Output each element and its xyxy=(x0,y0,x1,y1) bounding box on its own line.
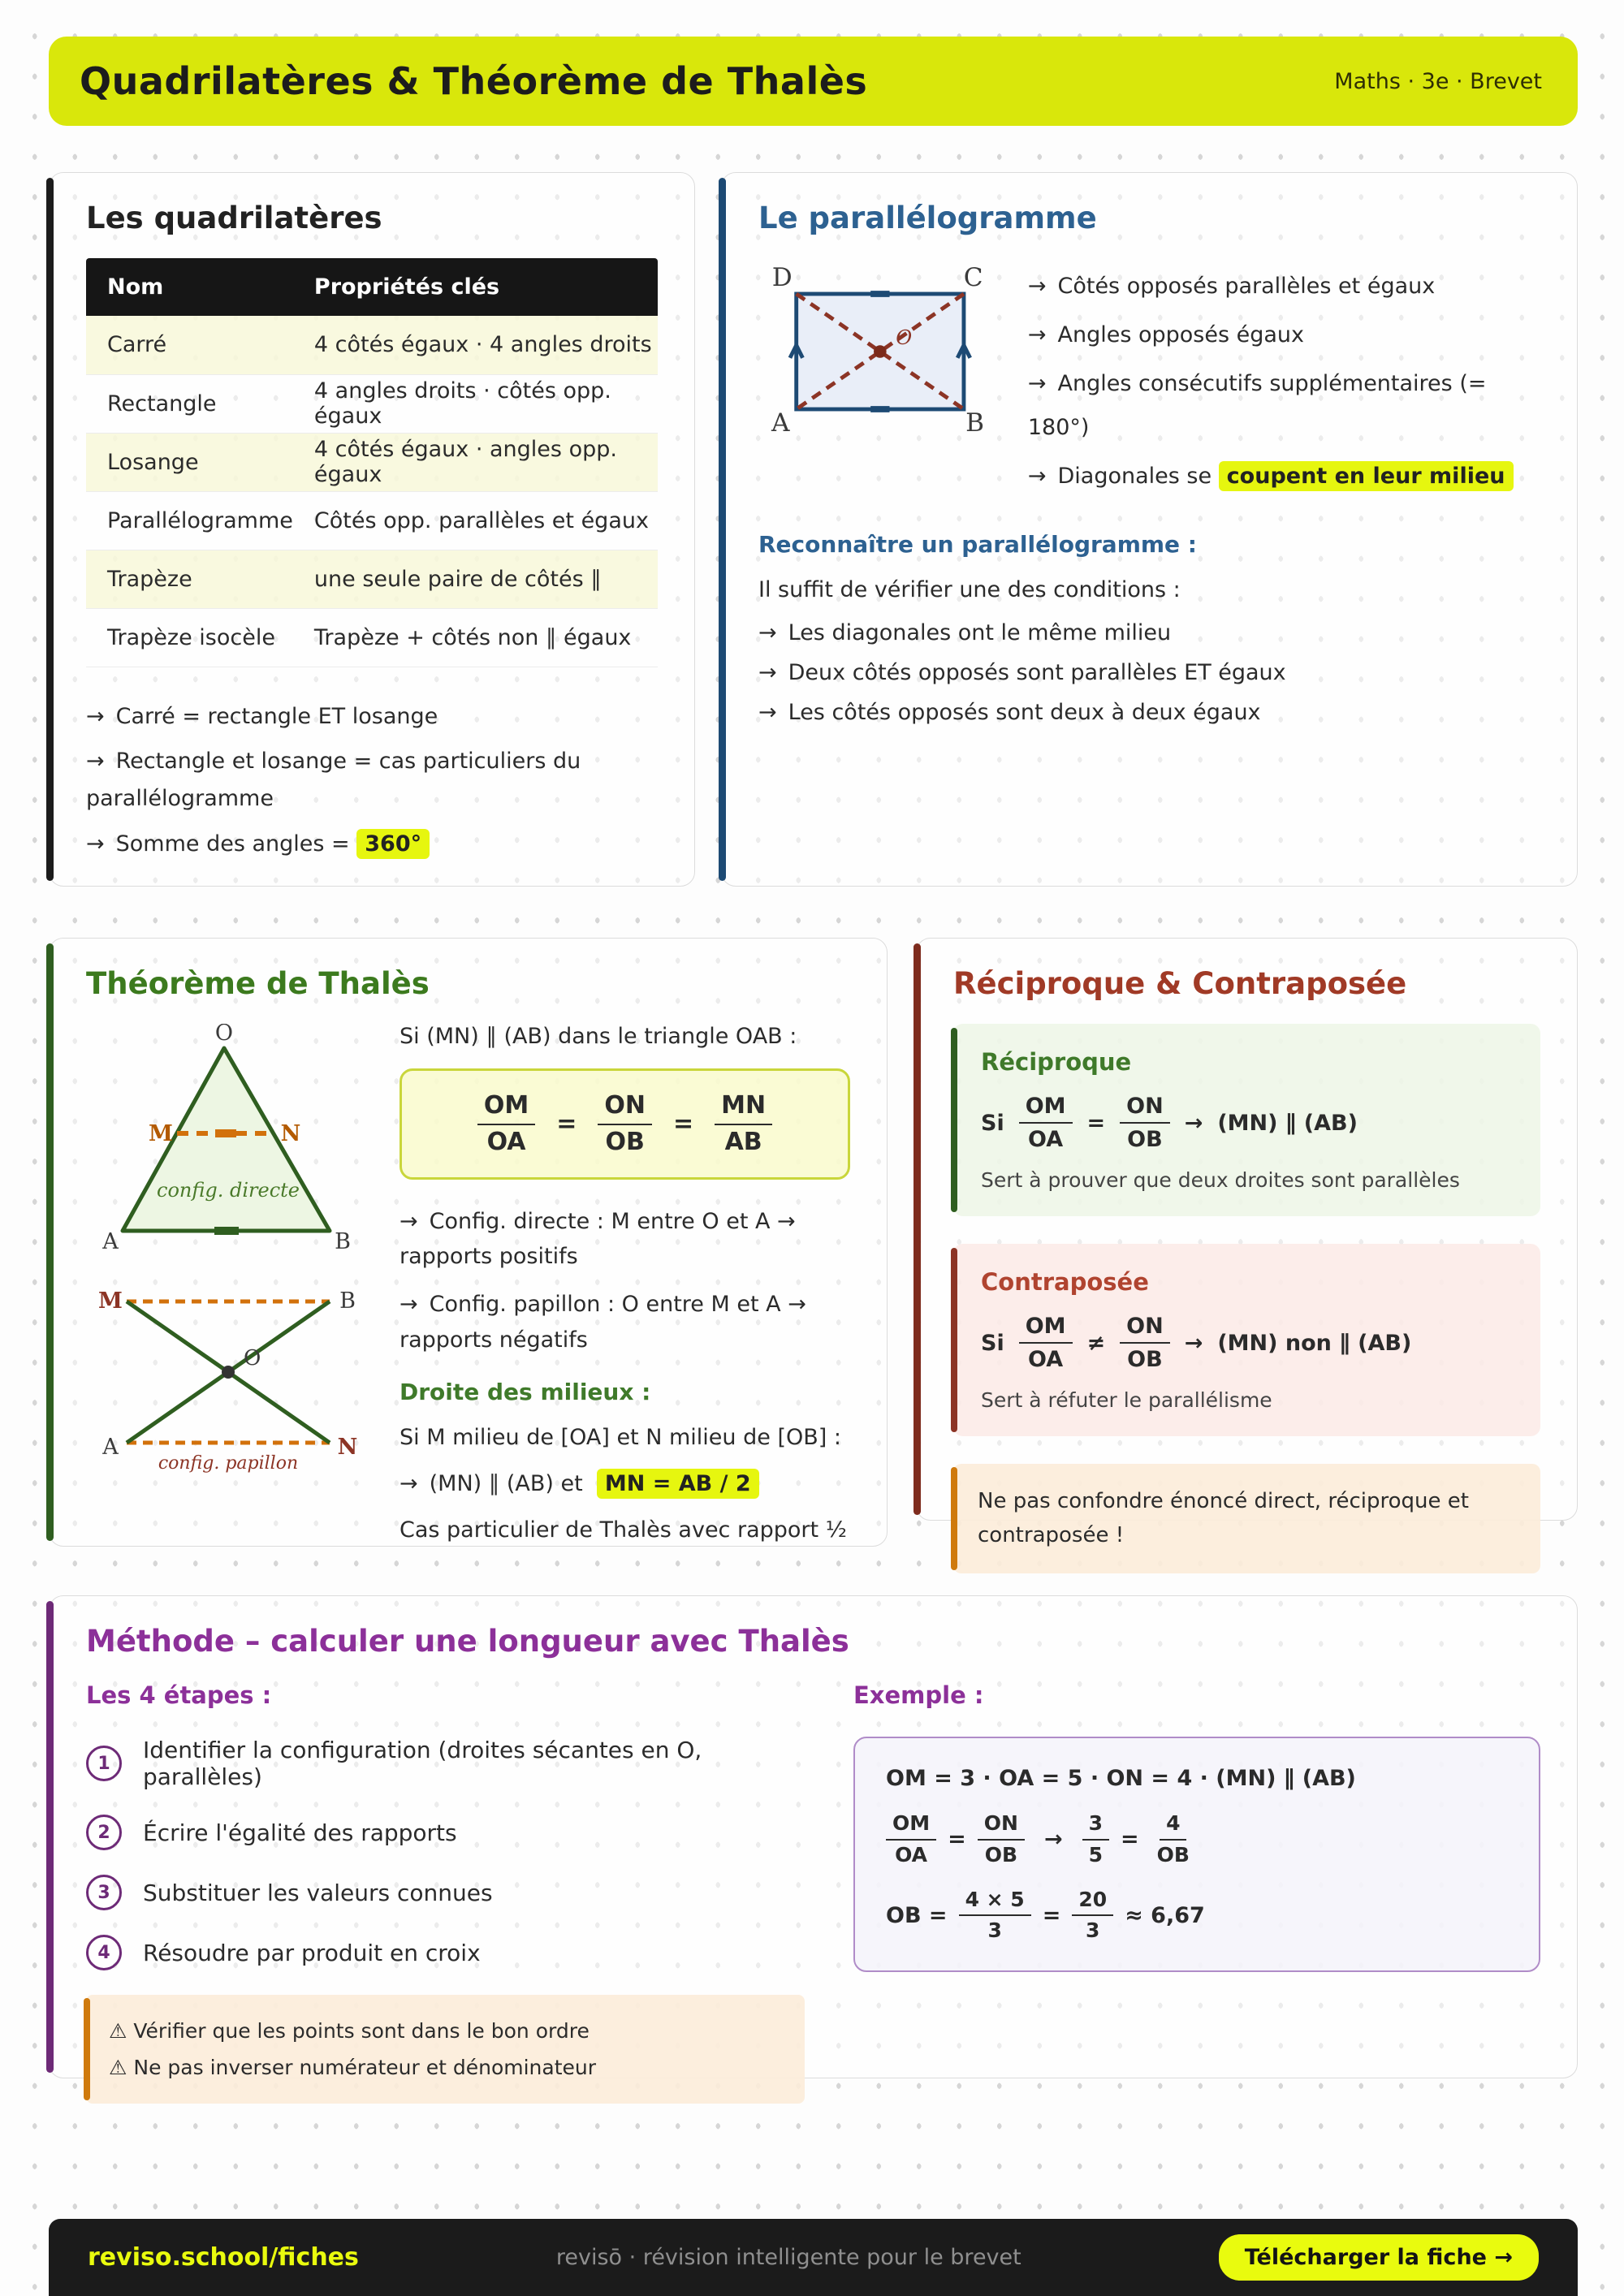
label-M: M xyxy=(98,1288,123,1314)
condition: → Les diagonales ont le même milieu xyxy=(758,620,1172,645)
card-methode xyxy=(49,1595,1578,2078)
arrow-icon: → xyxy=(86,703,105,729)
table-row: Losange 4 côtés égaux · angles opp. égaux xyxy=(86,433,658,491)
condition: → Les côtés opposés sont deux à deux égaux xyxy=(758,700,1261,725)
condition: → Deux côtés opposés sont parallèles ET égaux xyxy=(758,660,1286,685)
card-title: Théorème de Thalès xyxy=(86,966,430,1001)
property: → Diagonales se coupent en leur milieu xyxy=(1028,455,1540,498)
label-N: N xyxy=(337,1435,358,1460)
box-title: Contraposée xyxy=(981,1268,1149,1297)
highlight: 360° xyxy=(356,829,430,859)
contraposee-formula: Si $\frac{OM}{OA}$ ≠ $\frac{ON}{OB}$ → (MN) non ∥ (AB) xyxy=(981,1314,1412,1373)
step-number: 4 xyxy=(86,1935,122,1970)
note-line: → Somme des angles = 360° xyxy=(86,826,658,863)
quad-notes xyxy=(86,698,658,864)
table-row: Carré 4 côtés égaux · 4 angles droits xyxy=(86,316,658,374)
example-title: Exemple : xyxy=(853,1681,984,1709)
config-note: → Config. papillon : O entre M et A → rapports négatifs xyxy=(400,1287,850,1357)
property: → Angles consécutifs supplémentaires (= 180°) xyxy=(1028,362,1540,450)
label-A: A xyxy=(771,408,790,438)
warning-line: ⚠ Ne pas inverser numérateur et dénominateur xyxy=(109,2056,597,2079)
table-row: Parallélogramme Côtés opp. parallèles et égaux xyxy=(86,491,658,550)
table-row: Trapèze une seule paire de côtés ∥ xyxy=(86,550,658,608)
box-note: Sert à réfuter le parallélisme xyxy=(981,1388,1272,1413)
config-note: → Config. directe : M entre O et A → rapports positifs xyxy=(400,1204,850,1274)
butterfly-caption: config. papillon xyxy=(158,1453,299,1474)
top-row xyxy=(49,172,1578,887)
arrow-icon: → xyxy=(758,620,777,645)
arrow-icon: → xyxy=(400,1470,418,1496)
arrow-icon: → xyxy=(1027,371,1047,396)
arrow-icon: → xyxy=(1027,274,1047,299)
example-line: $\frac{OM}{OA}$ = $\frac{ON}{OB}$ → $\frac{3}{5}$ = $\frac{4}{OB}$ xyxy=(886,1812,1508,1867)
warning-icon: ⚠ xyxy=(109,2019,127,2043)
step-number: 1 xyxy=(86,1746,122,1781)
step-number: 2 xyxy=(86,1815,122,1850)
page-title: Quadrilatères & Théorème de Thalès xyxy=(80,59,868,103)
example-line: OB = $\frac{4 \times 5}{3}$ = $\frac{20}{3}$ ≈ 6,67 xyxy=(886,1887,1205,1943)
step-item: 4 Résoudre par produit en croix xyxy=(86,1935,821,1970)
property: → Angles opposés égaux xyxy=(1028,313,1540,357)
label-O: O xyxy=(244,1346,261,1370)
example-box xyxy=(853,1737,1540,1972)
arrow-icon: → xyxy=(1027,464,1047,489)
step-item: 3 Substituer les valeurs connues xyxy=(86,1875,821,1910)
label-C: C xyxy=(963,263,983,293)
arrow-icon: → xyxy=(400,1209,418,1234)
thales-direct-diagram xyxy=(94,1024,362,1267)
card-title: Le parallélogramme xyxy=(758,201,1097,235)
label-B: B xyxy=(965,408,985,438)
arrow-icon: → xyxy=(86,749,105,775)
parallelogram-properties xyxy=(1028,265,1540,503)
label-A: A xyxy=(102,1229,119,1254)
property: → Côtés opposés parallèles et égaux xyxy=(1028,265,1540,309)
card-title: Les quadrilatères xyxy=(86,201,382,235)
contraposee-box xyxy=(953,1244,1540,1436)
direct-caption: config. directe xyxy=(157,1179,300,1202)
method-warnings xyxy=(86,1995,805,2104)
footer-bar xyxy=(49,2219,1578,2296)
table-header-row xyxy=(86,258,658,316)
conditions-intro: Il suffit de vérifier une des conditions : xyxy=(758,577,1181,602)
table-row: Trapèze isocèle Trapèze + côtés non ∥ égaux xyxy=(86,608,658,667)
arrow-icon: → xyxy=(1027,322,1047,347)
label-B: B xyxy=(335,1229,351,1254)
warning-icon: ⚠ xyxy=(109,2056,127,2079)
middle-row xyxy=(49,938,1578,1547)
footer-tagline: revisō · révision intelligente pour le brevet xyxy=(555,2245,1021,2270)
label-B: B xyxy=(339,1288,356,1314)
midline-note: Cas particulier de Thalès avec rapport ½ xyxy=(400,1517,847,1543)
quadrilaterals-table xyxy=(86,258,658,667)
card-title: Réciproque & Contraposée xyxy=(953,966,1407,1001)
highlight: MN = AB / 2 xyxy=(597,1469,759,1499)
reciproque-box xyxy=(953,1024,1540,1216)
download-button[interactable]: Télécharger la fiche → xyxy=(1219,2234,1539,2281)
arrow-icon: → xyxy=(1043,1827,1063,1853)
label-M: M xyxy=(149,1121,173,1146)
midline-hypothesis: Si M milieu de [OA] et N milieu de [OB] : xyxy=(400,1424,841,1450)
caution-note: Ne pas confondre énoncé direct, réciproque et contraposée ! xyxy=(953,1464,1540,1573)
reciproque-formula: Si $\frac{OM}{OA}$ = $\frac{ON}{OB}$ → (MN) ∥ (AB) xyxy=(981,1094,1358,1153)
highlight: coupent en leur milieu xyxy=(1219,461,1514,491)
thales-formula: $\frac{OM}{OA}$ = $\frac{ON}{OB}$ = $\frac{MN}{AB}$ xyxy=(400,1068,850,1180)
label-O: O xyxy=(896,326,913,350)
card-reciproque xyxy=(916,938,1578,1547)
card-thales xyxy=(49,938,888,1547)
steps-title: Les 4 étapes : xyxy=(86,1681,272,1709)
arrow-icon: → xyxy=(1184,1330,1203,1356)
parallelogram-diagram xyxy=(758,258,996,445)
midline-conclusion: → (MN) ∥ (AB) et MN = AB / 2 xyxy=(400,1466,850,1501)
arrow-icon: → xyxy=(758,660,777,685)
col-nom: Nom xyxy=(86,258,293,316)
label-A: A xyxy=(102,1435,119,1460)
card-title: Méthode – calculer une longueur avec Thalès xyxy=(86,1624,849,1659)
thales-butterfly-diagram xyxy=(94,1282,362,1481)
subject-badge: Maths · 3e · Brevet xyxy=(1334,68,1542,94)
warning-line: ⚠ Vérifier que les points sont dans le bon ordre xyxy=(109,2019,590,2043)
example-line: OM = 3 · OA = 5 · ON = 4 · (MN) ∥ (AB) xyxy=(886,1766,1356,1791)
step-item: 1 Identifier la configuration (droites sécantes en O, parallèles) xyxy=(86,1737,821,1790)
box-title: Réciproque xyxy=(981,1048,1132,1076)
arrow-icon: → xyxy=(758,700,777,725)
label-N: N xyxy=(280,1121,301,1146)
table-row: Rectangle 4 angles droits · côtés opp. égaux xyxy=(86,374,658,433)
arrow-icon: → xyxy=(1184,1110,1203,1136)
box-note: Sert à prouver que deux droites sont parallèles xyxy=(981,1168,1460,1193)
step-number: 3 xyxy=(86,1875,122,1910)
card-quadrilateres xyxy=(49,172,695,887)
header-banner xyxy=(49,37,1578,126)
col-props: Propriétés clés xyxy=(293,258,658,316)
recognize-subtitle: Reconnaître un parallélogramme : xyxy=(758,531,1197,558)
arrow-icon: → xyxy=(86,831,105,857)
brand-url: reviso.school/fiches xyxy=(88,2243,359,2272)
label-O: O xyxy=(214,1024,234,1046)
label-D: D xyxy=(771,263,793,293)
card-parallelogramme xyxy=(721,172,1578,887)
arrow-icon: → xyxy=(400,1292,418,1318)
note-line: → Carré = rectangle ET losange xyxy=(86,698,658,736)
midline-subtitle: Droite des milieux : xyxy=(400,1378,651,1405)
thales-intro: Si (MN) ∥ (AB) dans le triangle OAB : xyxy=(400,1024,797,1049)
note-line: → Rectangle et losange = cas particuliers du parallélogramme xyxy=(86,743,658,818)
step-item: 2 Écrire l'égalité des rapports xyxy=(86,1815,821,1850)
